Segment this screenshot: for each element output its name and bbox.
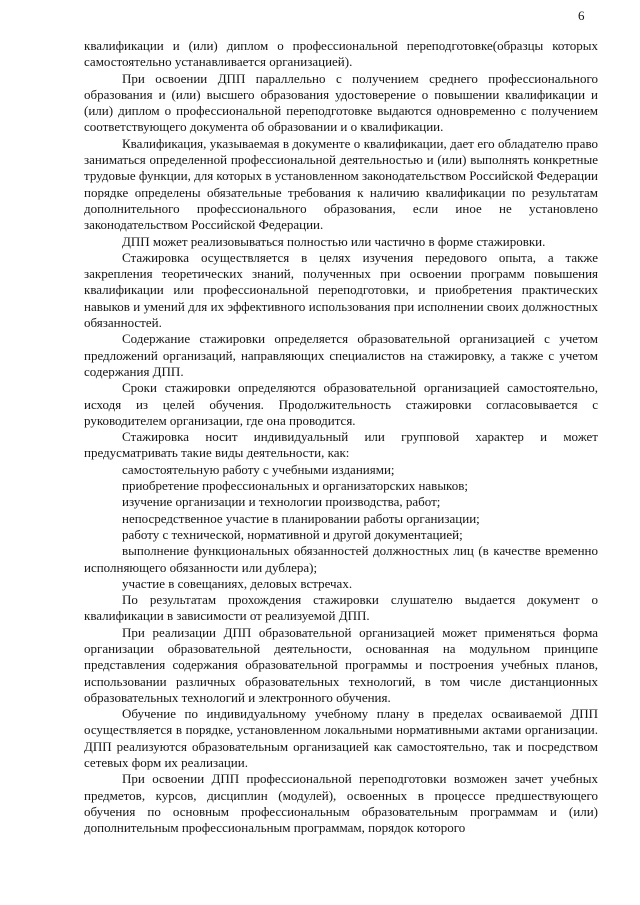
list-item: самостоятельную работу с учебными изданиями;	[122, 461, 395, 477]
page-number: 6	[578, 8, 585, 23]
paragraph: ДПП может реализовываться полностью или частично в форме стажировки.	[122, 233, 546, 249]
list-item: изучение организации и технологии производства, работ;	[122, 494, 441, 510]
paragraph: Квалификация, указываемая в документе о квалификации, дает его обладателю право заниматься определенной профессиональной деятельностью и (или) выполнять конкретные трудовые функции, для которых в установленном законодательством Российской Федерации порядке определены обязательные требования к наличию квалификации по результатам дополнительного профессионального образования, если иное не установлено законодательством Российской Федерации.	[84, 135, 599, 233]
list-item: участие в совещаниях, деловых встречах.	[122, 575, 353, 591]
paragraph: Сроки стажировки определяются образовательной организацией самостоятельно, исходя из целей обучения. Продолжительность стажировки согласовывается с руководителем организации, где она проводится.	[84, 380, 598, 428]
list-item: непосредственное участие в планировании работы организации;	[122, 510, 480, 526]
paragraph: Обучение по индивидуальному учебному плану в пределах осваиваемой ДПП осуществляется в порядке, установленном локальными нормативными актами организации. ДПП реализуются образовательным организацией как самостоятельно, так и посредством сетевых форм их реализации.	[84, 706, 598, 771]
document-body	[84, 38, 598, 837]
paragraph: Содержание стажировки определяется образовательной организацией с учетом предложений организаций, направляющих специалистов на стажировку, а также с учетом содержания ДПП.	[84, 331, 598, 379]
list-item: приобретение профессиональных и организаторских навыков;	[122, 478, 468, 494]
paragraph: При освоении ДПП профессиональной переподготовки возможен зачет учебных предметов, курсов, дисциплин (модулей), освоенных в процессе предшествующего обучения по основным профессиональным образовательным программам и (или) дополнительным профессиональным программам, порядок которого	[84, 771, 598, 836]
list-item: выполнение функциональных обязанностей должностных лиц (в качестве временно исполняющего обязанности или дублера);	[84, 543, 598, 575]
paragraph: квалификации и (или) диплом о профессиональной переподготовке(образцы которых самостоятельно устанавливается организацией).	[84, 38, 598, 70]
paragraph: Стажировка осуществляется в целях изучения передового опыта, а также закрепления теоретических знаний, полученных при освоении программ повышения квалификации или профессиональной переподготовки, и приобретения практических навыков и умений для их эффективного использования при исполнении своих должностных обязанностей.	[84, 249, 598, 331]
paragraph: При освоении ДПП параллельно с получением среднего профессионального образования и (или) высшего образования удостоверение о повышении квалификации и (или) диплом о профессиональной переподготовке выдаются одновременно с получением соответствующего документа об образовании и о квалификации.	[84, 70, 598, 135]
list-item: работу с технической, нормативной и другой документацией;	[122, 526, 463, 542]
paragraph: При реализации ДПП образовательной организацией может применяться форма организации образовательной деятельности, основанная на модульном принципе представления содержания образовательной программы и построения учебных планов, использовании различных образовательных технологий, в том числе дистанционных образовательных технологий и электронного обучения.	[84, 624, 598, 705]
paragraph: Стажировка носит индивидуальный или групповой характер и может предусматривать такие виды деятельности, как:	[84, 429, 598, 461]
paragraph: По результатам прохождения стажировки слушателю выдается документ о квалификации в зависимости от реализуемой ДПП.	[84, 592, 598, 624]
